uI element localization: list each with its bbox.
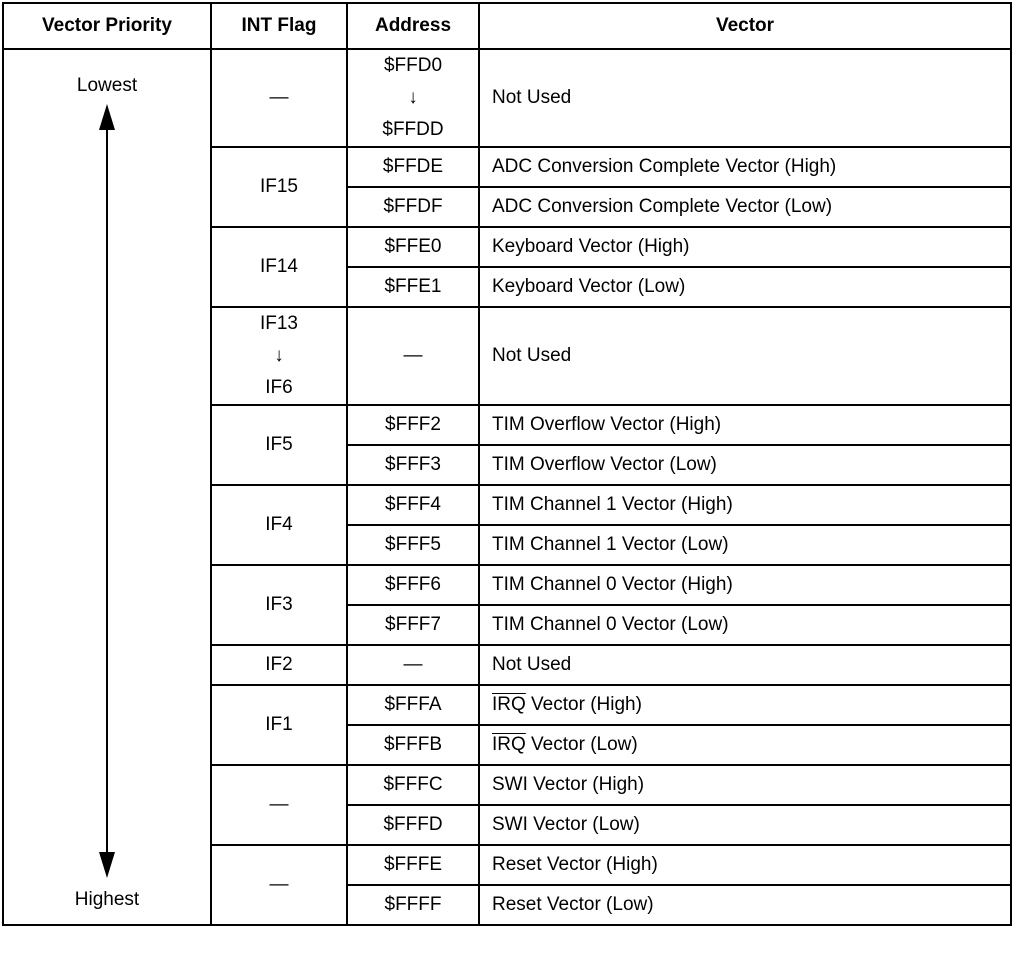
address-cell: $FFFC [347, 765, 479, 805]
flag-cell: — [211, 49, 347, 147]
priority-double-arrow-icon [4, 50, 210, 924]
vector-cell: Reset Vector (High) [479, 845, 1011, 885]
flag-range-start: IF13 [259, 313, 299, 334]
address-range-start: $FFD0 [383, 55, 443, 76]
address-cell: $FFF3 [347, 445, 479, 485]
vector-cell: ADC Conversion Complete Vector (High) [479, 147, 1011, 187]
address-cell: $FFFA [347, 685, 479, 725]
vector-cell: SWI Vector (High) [479, 765, 1011, 805]
vector-cell: TIM Channel 1 Vector (Low) [479, 525, 1011, 565]
irq-overbar-label: $\overline{IRQ}$ [492, 694, 526, 715]
address-range-end: $FFDD [382, 119, 444, 140]
vector-cell: Not Used [479, 307, 1011, 405]
header-row [3, 3, 1011, 49]
address-cell: $FFE1 [347, 267, 479, 307]
flag-cell: — [211, 845, 347, 925]
header-vector-priority: Vector Priority [3, 3, 211, 49]
address-cell: $FFFF [347, 885, 479, 925]
address-cell: $FFF2 [347, 405, 479, 445]
flag-cell: IF3 [211, 565, 347, 645]
header-vector: Vector [479, 3, 1011, 49]
vector-cell: TIM Overflow Vector (Low) [479, 445, 1011, 485]
address-cell: $FFDE [347, 147, 479, 187]
vector-cell: TIM Channel 1 Vector (High) [479, 485, 1011, 525]
flag-cell: IF5 [211, 405, 347, 485]
vector-text: Vector (High) [525, 694, 642, 715]
vector-cell: Not Used [479, 49, 1011, 147]
down-arrow-icon: ↓ [274, 345, 284, 366]
address-cell: $FFF4 [347, 485, 479, 525]
address-cell: $FFF5 [347, 525, 479, 565]
address-cell: $FFDF [347, 187, 479, 227]
vector-cell [479, 685, 1011, 725]
address-cell: $FFFB [347, 725, 479, 765]
flag-cell: — [211, 765, 347, 845]
vector-cell: Reset Vector (Low) [479, 885, 1011, 925]
header-int-flag: INT Flag [211, 3, 347, 49]
priority-lowest-label: Lowest [76, 75, 138, 96]
address-cell: — [347, 307, 479, 405]
vector-cell: SWI Vector (Low) [479, 805, 1011, 845]
interrupt-vector-table [2, 2, 1012, 926]
vector-cell: Not Used [479, 645, 1011, 685]
header-address: Address [347, 3, 479, 49]
flag-cell: IF15 [211, 147, 347, 227]
vector-cell: TIM Overflow Vector (High) [479, 405, 1011, 445]
flag-cell: IF2 [211, 645, 347, 685]
vector-cell [479, 725, 1011, 765]
vector-cell: ADC Conversion Complete Vector (Low) [479, 187, 1011, 227]
flag-range-end: IF6 [265, 377, 293, 398]
vector-cell: Keyboard Vector (Low) [479, 267, 1011, 307]
address-cell: $FFF6 [347, 565, 479, 605]
address-range-cell [347, 49, 479, 147]
vector-cell: TIM Channel 0 Vector (Low) [479, 605, 1011, 645]
priority-cell [3, 49, 211, 925]
irq-overbar-label: $\overline{IRQ}$ [492, 734, 526, 755]
address-cell: $FFFE [347, 845, 479, 885]
flag-range-cell [211, 307, 347, 405]
table-row [3, 49, 1011, 147]
flag-cell: IF14 [211, 227, 347, 307]
vector-cell: TIM Channel 0 Vector (High) [479, 565, 1011, 605]
priority-highest-label: Highest [74, 889, 140, 910]
address-cell: $FFF7 [347, 605, 479, 645]
vector-cell: Keyboard Vector (High) [479, 227, 1011, 267]
flag-cell: IF1 [211, 685, 347, 765]
vector-text: Vector (Low) [525, 734, 638, 755]
address-cell: $FFE0 [347, 227, 479, 267]
address-cell: — [347, 645, 479, 685]
flag-cell: IF4 [211, 485, 347, 565]
down-arrow-icon: ↓ [408, 87, 418, 108]
address-cell: $FFFD [347, 805, 479, 845]
